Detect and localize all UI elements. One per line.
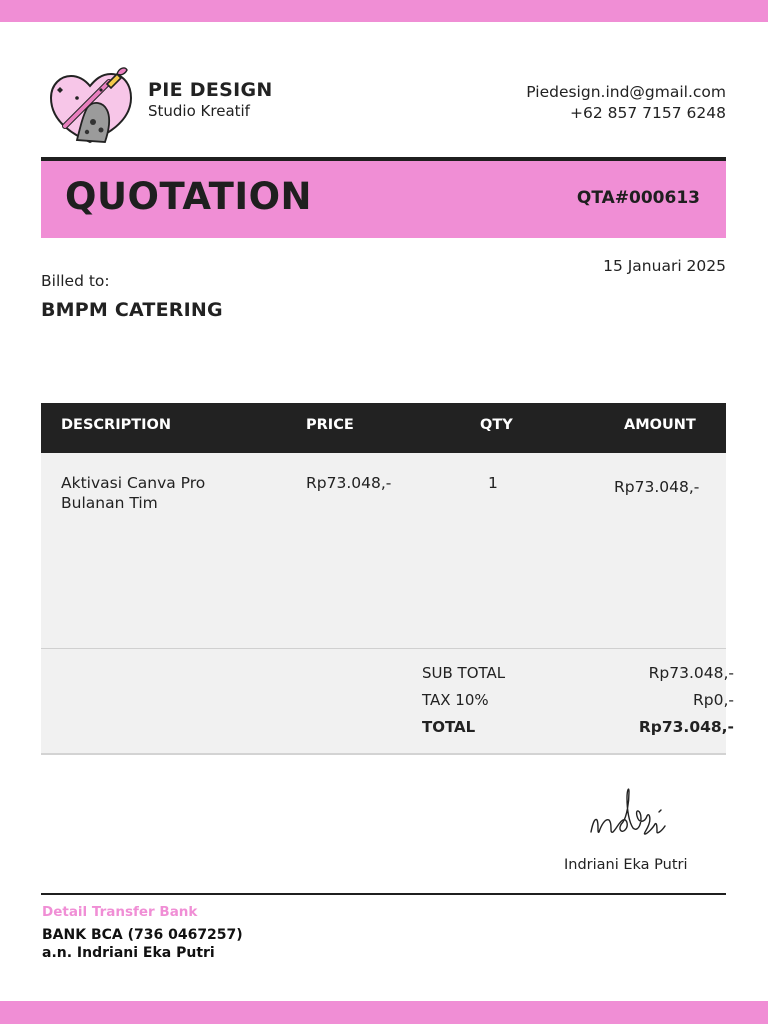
contact-phone[interactable]: +62 857 7157 6248 (570, 104, 726, 122)
document-date: 15 Januari 2025 (603, 257, 726, 275)
signer-name: Indriani Eka Putri (564, 857, 688, 873)
billed-to-name: BMPM CATERING (41, 299, 223, 321)
summary-panel (41, 649, 726, 753)
contact-email[interactable]: Piedesign.ind@gmail.com (526, 83, 726, 101)
signature-mark (583, 782, 687, 846)
quotation-number: QTA#000613 (576, 188, 700, 208)
document-title: QUOTATION (65, 175, 313, 218)
header-description: DESCRIPTION (61, 417, 171, 433)
item-description-line1: Aktivasi Canva Pro (61, 474, 206, 492)
item-description-line2: Bulanan Tim (61, 494, 158, 512)
subtotal-value: Rp73.048,- (648, 664, 734, 682)
bank-account: BANK BCA (736 0467257) (42, 927, 243, 943)
tax-label: TAX 10% (422, 691, 489, 709)
bank-account-holder: a.n. Indriani Eka Putri (42, 945, 215, 961)
item-amount: Rp73.048,- (614, 478, 700, 496)
footer-divider (41, 893, 726, 895)
total-label: TOTAL (422, 718, 476, 736)
table-bottom-line (41, 753, 726, 755)
tax-value: Rp0,- (693, 691, 734, 709)
billed-to-label: Billed to: (41, 272, 110, 290)
item-price: Rp73.048,- (306, 474, 392, 492)
heart-logo-icon (47, 60, 133, 146)
brand-tagline: Studio Kreatif (148, 102, 250, 120)
top-accent-bar (0, 0, 768, 22)
bottom-accent-bar (0, 1001, 768, 1024)
brand-name: PIE DESIGN (148, 79, 273, 101)
item-qty: 1 (488, 474, 498, 492)
bank-detail-title: Detail Transfer Bank (42, 904, 198, 920)
header-price: PRICE (306, 417, 354, 433)
header-qty: QTY (480, 417, 513, 433)
header-amount: AMOUNT (624, 417, 696, 433)
subtotal-label: SUB TOTAL (422, 664, 506, 682)
total-value: Rp73.048,- (638, 718, 734, 736)
